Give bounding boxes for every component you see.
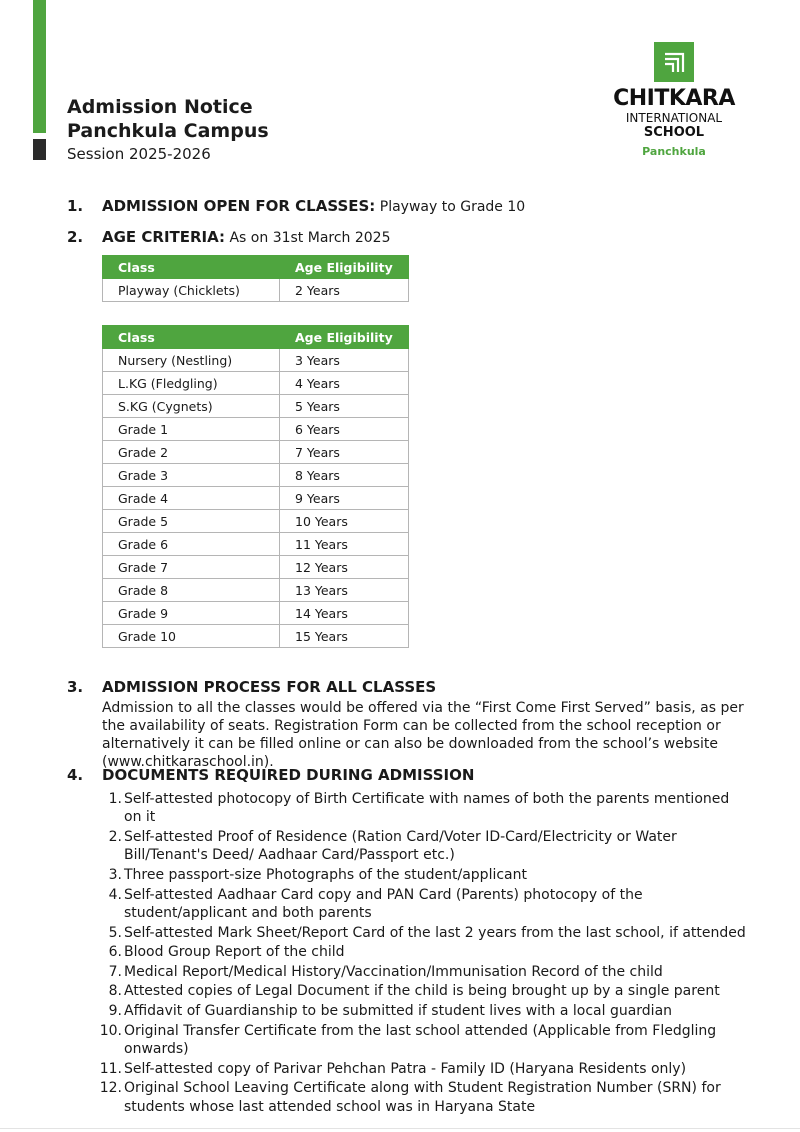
admission-process-text: Admission to all the classes would be offered via the “First Come First Served” basis, as per the availability of seats. Registration Form can be collected from the school reception or alternatively it can be filled online or can also be downloaded from the school’s website (www.chitkaraschool.in).: [102, 700, 744, 770]
table-row: [103, 556, 409, 579]
title-block: [67, 95, 269, 164]
list-item-text: Self-attested copy of Parivar Pehchan Patra - Family ID (Haryana Residents only): [124, 1060, 687, 1077]
table-row: [103, 625, 409, 648]
section-1-value: Playway to Grade 10: [375, 199, 526, 215]
logo-subtitle-school: SCHOOL: [643, 125, 705, 140]
list-item: [98, 790, 748, 827]
section-3-number: 3.: [67, 678, 84, 696]
age-cell: 7 Years: [280, 441, 409, 464]
class-cell: S.KG (Cygnets): [103, 395, 280, 418]
age-cell: 5 Years: [280, 395, 409, 418]
table-row: [103, 602, 409, 625]
list-item-text: Self-attested Aadhaar Card copy and PAN Card (Parents) photocopy of the student/applicant and both parents: [124, 886, 643, 921]
age-cell: 8 Years: [280, 464, 409, 487]
class-cell: Nursery (Nestling): [103, 349, 280, 372]
class-cell: Grade 1: [103, 418, 280, 441]
list-item-number: 11.: [99, 1060, 122, 1077]
logo-campus: Panchkula: [642, 145, 706, 158]
column-header-class: Class: [103, 326, 280, 349]
school-logo: [612, 42, 736, 159]
list-item: [98, 943, 748, 961]
list-item: [98, 886, 748, 923]
class-cell: Grade 10: [103, 625, 280, 648]
age-table-playway: [102, 255, 409, 302]
age-cell: 12 Years: [280, 556, 409, 579]
footer-divider: [0, 1128, 800, 1129]
list-item: [98, 1022, 748, 1059]
class-cell: L.KG (Fledgling): [103, 372, 280, 395]
age-table-classes: [102, 325, 409, 648]
list-item-number: 7.: [108, 963, 122, 980]
age-cell: 3 Years: [280, 349, 409, 372]
list-item-number: 5.: [108, 924, 122, 941]
column-header-class: Class: [103, 256, 280, 279]
section-2-value: As on 31st March 2025: [225, 230, 391, 246]
list-item-number: 8.: [108, 983, 122, 1000]
list-item-number: 1.: [108, 791, 122, 807]
age-cell: 9 Years: [280, 487, 409, 510]
section-2-heading: [102, 228, 391, 246]
list-item-text: Attested copies of Legal Document if the child is being brought up by a single parent: [124, 983, 720, 1000]
school-logo-icon: [654, 42, 694, 82]
age-cell: 4 Years: [280, 372, 409, 395]
list-item-text: Self-attested photocopy of Birth Certificate with names of both the parents mentioned on it: [124, 791, 730, 826]
table-row: [103, 464, 409, 487]
section-4-title: DOCUMENTS REQUIRED DURING ADMISSION: [102, 766, 475, 784]
list-item: [98, 1079, 748, 1116]
class-cell: Grade 4: [103, 487, 280, 510]
list-item-text: Original School Leaving Certificate along with Student Registration Number (SRN) for students whose last attended school was in Haryana State: [124, 1080, 721, 1115]
list-item-text: Affidavit of Guardianship to be submitted if student lives with a local guardian: [124, 1002, 673, 1019]
table-row: [103, 441, 409, 464]
table-row: [103, 418, 409, 441]
section-1-title: ADMISSION OPEN FOR CLASSES:: [102, 197, 376, 215]
list-item: [98, 866, 748, 884]
list-item-text: Three passport-size Photographs of the student/applicant: [124, 867, 527, 883]
list-item-number: 10.: [99, 1022, 122, 1039]
age-cell: 13 Years: [280, 579, 409, 602]
class-cell: Grade 7: [103, 556, 280, 579]
age-cell: 14 Years: [280, 602, 409, 625]
class-cell: Grade 2: [103, 441, 280, 464]
list-item-text: Medical Report/Medical History/Vaccination/Immunisation Record of the child: [124, 963, 663, 980]
list-item: [98, 1002, 748, 1020]
class-cell: Playway (Chicklets): [103, 279, 280, 302]
class-cell: Grade 9: [103, 602, 280, 625]
table-row: [103, 372, 409, 395]
list-item-number: 12.: [99, 1080, 122, 1097]
table-row: [103, 349, 409, 372]
age-cell: 6 Years: [280, 418, 409, 441]
class-cell: Grade 3: [103, 464, 280, 487]
logo-name: CHITKARA: [613, 86, 735, 111]
list-item-number: 2.: [108, 829, 122, 845]
dark-accent-bar: [33, 139, 46, 160]
table-row: [103, 395, 409, 418]
age-cell: 10 Years: [280, 510, 409, 533]
list-item-number: 9.: [108, 1002, 122, 1019]
list-item: [98, 828, 748, 865]
section-3-title: ADMISSION PROCESS FOR ALL CLASSES: [102, 678, 437, 696]
list-item-text: Original Transfer Certificate from the last school attended (Applicable from Fledgling onwards): [124, 1022, 717, 1057]
green-accent-bar: [33, 0, 46, 133]
age-cell: 15 Years: [280, 625, 409, 648]
table-row: [103, 579, 409, 602]
list-item: [98, 963, 748, 981]
list-item-number: 4.: [108, 886, 122, 903]
section-4-heading: [102, 766, 474, 784]
column-header-age: Age Eligibility: [280, 256, 409, 279]
table-row: [103, 487, 409, 510]
list-item: [98, 924, 748, 942]
list-item: [98, 982, 748, 1000]
section-1-heading: [102, 197, 525, 215]
section-2-number: 2.: [67, 228, 84, 246]
section-3-heading: [102, 678, 436, 696]
documents-list: [98, 790, 748, 1117]
section-2-title: AGE CRITERIA:: [102, 228, 226, 246]
table-header-row: [103, 256, 409, 279]
age-cell: 11 Years: [280, 533, 409, 556]
list-item-number: 6.: [108, 944, 122, 961]
logo-subtitle-international: INTERNATIONAL: [625, 111, 723, 125]
list-item-text: Self-attested Proof of Residence (Ration Card/Voter ID-Card/Electricity or Water Bill/Tenant's Deed/ Aadhaar Card/Passport etc.): [124, 829, 677, 864]
column-header-age: Age Eligibility: [280, 326, 409, 349]
list-item-text: Self-attested Mark Sheet/Report Card of the last 2 years from the last school, if attended: [124, 924, 746, 941]
section-1-number: 1.: [67, 197, 84, 215]
section-4-number: 4.: [67, 766, 84, 784]
class-cell: Grade 6: [103, 533, 280, 556]
table-row: [103, 279, 409, 302]
campus-title: Panchkula Campus: [67, 120, 269, 142]
page-title: Admission Notice: [67, 96, 253, 118]
class-cell: Grade 8: [103, 579, 280, 602]
session-label: Session 2025-2026: [67, 145, 211, 163]
table-header-row: [103, 326, 409, 349]
list-item-text: Blood Group Report of the child: [124, 944, 345, 961]
list-item-number: 3.: [108, 867, 122, 883]
table-row: [103, 510, 409, 533]
age-cell: 2 Years: [280, 279, 409, 302]
list-item: [98, 1060, 748, 1078]
table-row: [103, 533, 409, 556]
class-cell: Grade 5: [103, 510, 280, 533]
